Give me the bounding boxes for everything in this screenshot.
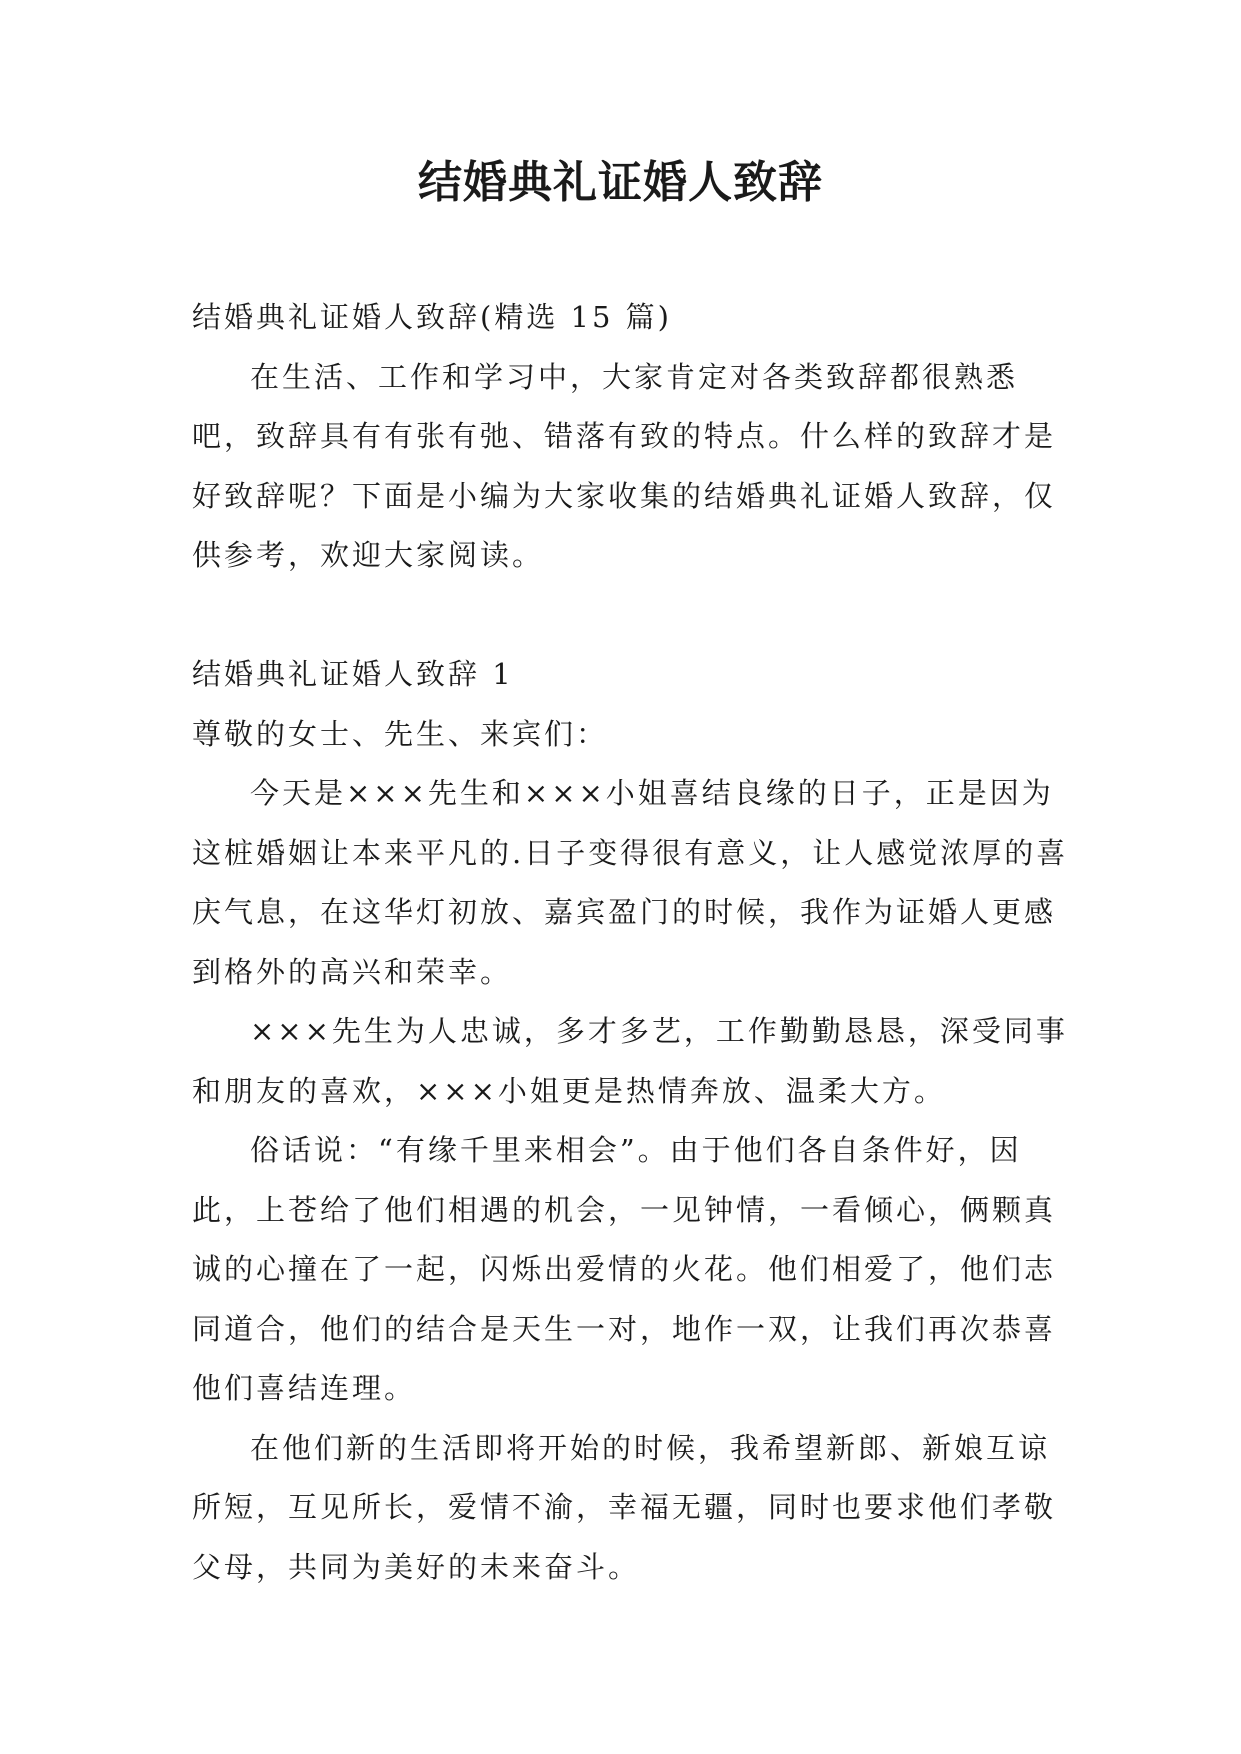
paragraph-spacer xyxy=(192,586,1072,646)
body-paragraph: 今天是×××先生和×××小姐喜结良缘的日子，正是因为这桩婚姻让本来平凡的.日子变得很有意义，让人感觉浓厚的喜庆气息，在这华灯初放、嘉宾盈门的时候，我作为证婚人更感到格外的高兴和荣幸。 xyxy=(192,776,1069,989)
document-body xyxy=(192,288,1072,1597)
body-paragraph: ×××先生为人忠诚，多才多艺，工作勤勤恳恳，深受同事和朋友的喜欢，×××小姐更是热情奔放、温柔大方。 xyxy=(192,1014,1068,1108)
salutation: 尊敬的女士、先生、来宾们： xyxy=(192,716,609,751)
document-subtitle: 结婚典礼证婚人致辞(精选 15 篇) xyxy=(192,300,672,334)
body-paragraph: 在他们新的生活即将开始的时候，我希望新郎、新娘互谅所短，互见所长，爱情不渝，幸福无疆，同时也要求他们孝敬父母，共同为美好的未来奋斗。 xyxy=(192,1430,1057,1584)
section-heading: 结婚典礼证婚人致辞 1 xyxy=(192,657,514,691)
intro-paragraph: 在生活、工作和学习中，大家肯定对各类致辞都很熟悉吧，致辞具有有张有弛、错落有致的特点。什么样的致辞才是好致辞呢？下面是小编为大家收集的结婚典礼证婚人致辞，仅供参考，欢迎大家阅读。 xyxy=(192,359,1057,572)
document-title: 结婚典礼证婚人致辞 xyxy=(418,157,823,208)
body-paragraph: 俗话说：“有缘千里来相会”。由于他们各自条件好，因此，上苍给了他们相遇的机会，一见钟情，一看倾心，俩颗真诚的心撞在了一起，闪烁出爱情的火花。他们相爱了，他们志同道合，他们的结合是天生一对，地作一双，让我们再次恭喜他们喜结连理。 xyxy=(192,1133,1057,1405)
